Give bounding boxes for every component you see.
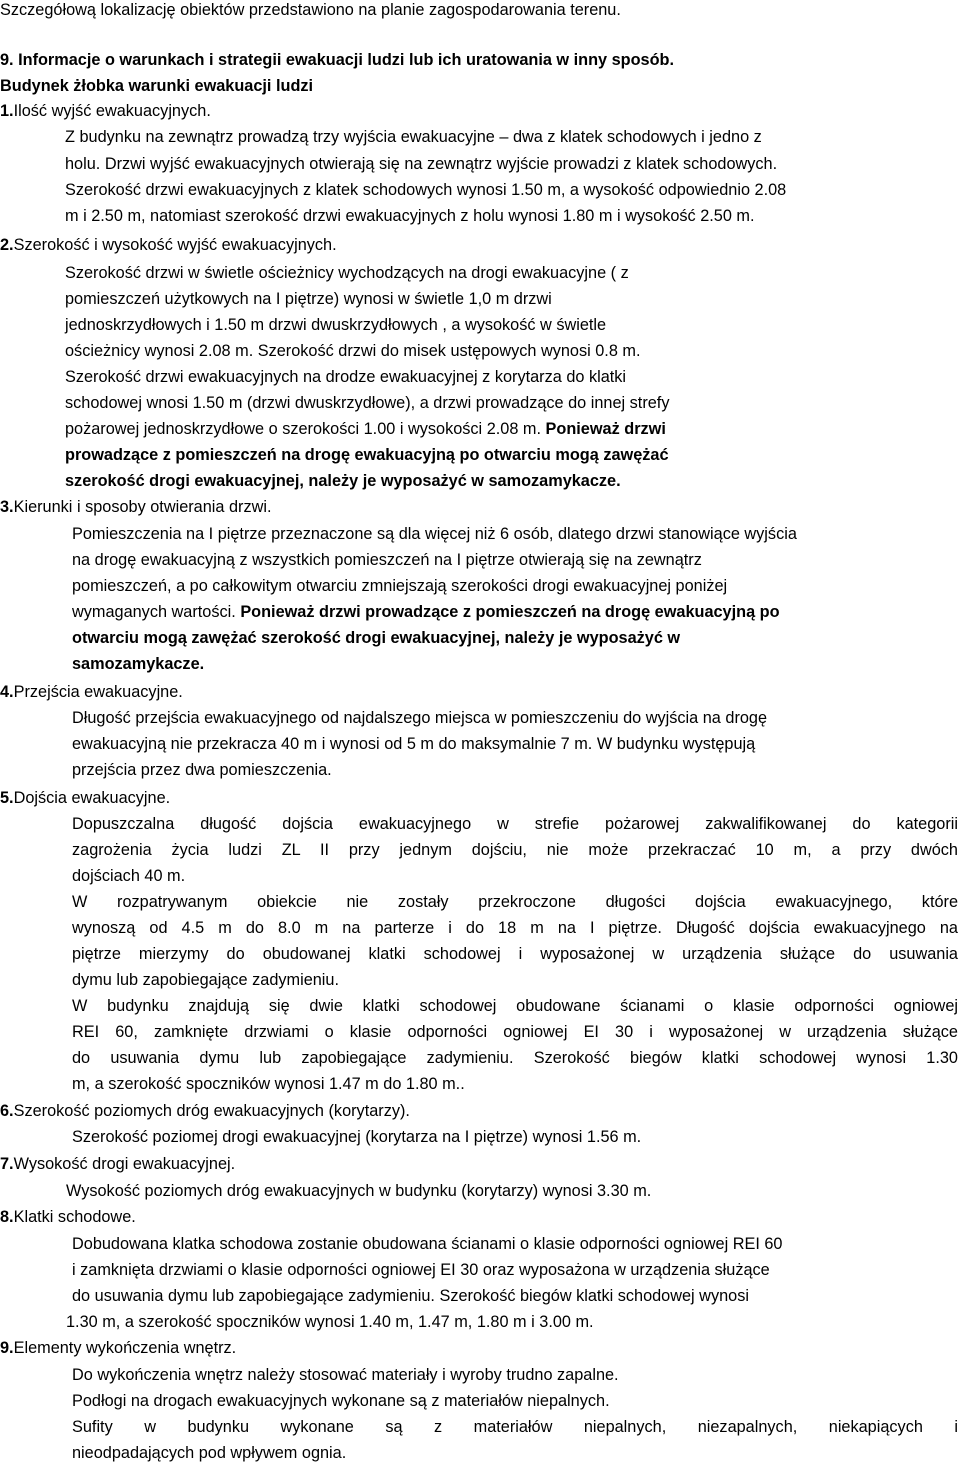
paragraph-line: Podłogi na drogach ewakuacyjnych wykonane są z materiałów niepalnych. — [72, 1392, 610, 1410]
paragraph-line: dymu lub zapobiegające zadymieniu. — [72, 971, 339, 989]
item-title: Przejścia ewakuacyjne. — [13, 683, 183, 701]
paragraph-line: piętrze mierzymy do obudowanej klatki schodowej i wyposażonej w urządzenia służące do usuwania — [72, 945, 958, 963]
paragraph-line: na drogę ewakuacyjną z wszystkich pomieszczeń na I piętrze otwierają się na zewnątrz — [72, 551, 702, 569]
paragraph-line: Szerokość drzwi ewakuacyjnych na drodze ewakuacyjnej z korytarza do klatki — [65, 368, 627, 386]
paragraph-line: ościeżnicy wynosi 2.08 m. Szerokość drzwi do misek ustępowych wynosi 0.8 m. — [65, 342, 641, 360]
paragraph-line: Długość przejścia ewakuacyjnego od najdalszego miejsca w pomieszczeniu do wyjścia na drogę — [72, 709, 768, 727]
paragraph-line: zagrożenia życia ludzi ZL II przy jednym dojściu, nie może przekraczać 10 m, a przy dwóch — [72, 841, 958, 859]
item-heading-3 — [0, 497, 272, 517]
item-number: 6. — [0, 1102, 14, 1120]
paragraph-line — [72, 602, 780, 622]
paragraph-line: Sufity w budynku wykonane są z materiałów niepalnych, niezapalnych, niekapiących i — [72, 1418, 958, 1436]
paragraph-line: Wysokość poziomych dróg ewakuacyjnych w budynku (korytarzy) wynosi 3.30 m. — [66, 1182, 652, 1200]
paragraph-line: Szerokość drzwi w świetle ościeżnicy wychodzących na drogi ewakuacyjne ( z — [65, 264, 629, 282]
paragraph-line: W rozpatrywanym obiekcie nie zostały przekroczone długości dojścia ewakuacyjnego, które — [72, 893, 958, 911]
item-heading-6 — [0, 1101, 410, 1121]
item-heading-5 — [0, 788, 170, 808]
item-number: 5. — [0, 789, 14, 807]
item-number: 9. — [0, 1339, 14, 1357]
paragraph-line: ewakuacyjną nie przekracza 40 m i wynosi od 5 m do maksymalnie 7 m. W budynku występują — [72, 735, 756, 753]
bold-text: Ponieważ drzwi — [545, 420, 666, 438]
item-heading-4 — [0, 682, 183, 702]
paragraph-line: Pomieszczenia na I piętrze przeznaczone są dla więcej niż 6 osób, dlatego drzwi stanowiące wyjścia — [72, 525, 797, 543]
item-title: Dojścia ewakuacyjne. — [13, 789, 171, 807]
item-title: Klatki schodowe. — [13, 1208, 136, 1226]
paragraph-line — [65, 419, 666, 439]
paragraph-line: pomieszczeń, a po całkowitym otwarciu zmniejszają szerokości drogi ewakuacyjnej poniżej — [72, 577, 728, 595]
item-number: 8. — [0, 1208, 14, 1226]
plain-text: pożarowej jednoskrzydłowe o szerokości 1.00 i wysokości 2.08 m. — [65, 420, 541, 438]
paragraph-line: do usuwania dymu lub zapobiegające zadymieniu. Szerokość biegów klatki schodowej wynosi 1.30 — [72, 1049, 958, 1067]
bold-line: otwarciu mogą zawężać szerokość drogi ewakuacyjnej, należy je wyposażyć w — [72, 629, 681, 647]
item-number: 1. — [0, 102, 14, 120]
bold-line: prowadzące z pomieszczeń na drogę ewakuacyjną po otwarciu mogą zawężać — [65, 446, 669, 464]
bold-line: szerokość drogi ewakuacyjnej, należy je wyposażyć w samozamykacze. — [65, 472, 621, 490]
paragraph-line: i zamknięta drzwiami o klasie odporności ogniowej EI 30 oraz wyposażona w urządzenia służące — [72, 1261, 770, 1279]
paragraph-line: wynoszą od 4.5 m do 8.0 m na parterze i do 18 m na I piętrze. Długość dojścia ewakuacyjnego na — [72, 919, 958, 937]
item-title: Szerokość i wysokość wyjść ewakuacyjnych. — [13, 236, 337, 254]
paragraph-line: jednoskrzydłowych i 1.50 m drzwi dwuskrzydłowych , a wysokość w świetle — [65, 316, 607, 334]
paragraph-line: REI 60, zamknięte drzwiami o klasie odporności ogniowej EI 30 i wyposażonej w urządzenia służące — [72, 1023, 958, 1041]
item-title: Kierunki i sposoby otwierania drzwi. — [13, 498, 272, 516]
paragraph-line: Szerokość drzwi ewakuacyjnych z klatek schodowych wynosi 1.50 m, a wysokość odpowiednio 2.08 — [65, 181, 787, 199]
paragraph-line: m, a szerokość spoczników wynosi 1.47 m do 1.80 m.. — [72, 1075, 465, 1093]
paragraph-line: holu. Drzwi wyjść ewakuacyjnych otwierają się na zewnątrz wyjście prowadzi z klatek schodowych. — [65, 155, 778, 173]
item-title: Elementy wykończenia wnętrz. — [13, 1339, 237, 1357]
item-number: 4. — [0, 683, 14, 701]
item-heading-2 — [0, 235, 337, 255]
paragraph-line: Szerokość poziomej drogi ewakuacyjnej (korytarza na I piętrze) wynosi 1.56 m. — [72, 1128, 642, 1146]
item-heading-8 — [0, 1207, 136, 1227]
plain-text: wymaganych wartości. — [72, 603, 236, 621]
item-number: 2. — [0, 236, 14, 254]
paragraph-line: nieodpadających pod wpływem ognia. — [72, 1444, 347, 1462]
paragraph-line: m i 2.50 m, natomiast szerokość drzwi ewakuacyjnych z holu wynosi 1.80 m i wysokość 2.50 m. — [65, 207, 755, 225]
paragraph-line: przejścia przez dwa pomieszczenia. — [72, 761, 332, 779]
paragraph-line: dojściach 40 m. — [72, 867, 186, 885]
bold-text: Ponieważ drzwi prowadzące z pomieszczeń na drogę ewakuacyjną po — [240, 603, 780, 621]
bold-line: samozamykacze. — [72, 655, 205, 673]
section-subheading: Budynek żłobka warunki ewakuacji ludzi — [0, 77, 314, 95]
intro-line: Szczegółową lokalizację obiektów przedstawiono na planie zagospodarowania terenu. — [0, 1, 621, 19]
item-title: Szerokość poziomych dróg ewakuacyjnych (korytarzy). — [13, 1102, 410, 1120]
item-title: Wysokość drogi ewakuacyjnej. — [13, 1155, 236, 1173]
paragraph-line: 1.30 m, a szerokość spoczników wynosi 1.40 m, 1.47 m, 1.80 m i 3.00 m. — [66, 1313, 594, 1331]
item-heading-1 — [0, 101, 211, 121]
item-heading-9 — [0, 1338, 236, 1358]
paragraph-line: Z budynku na zewnątrz prowadzą trzy wyjścia ewakuacyjne – dwa z klatek schodowych i jedno z — [65, 128, 762, 146]
paragraph-line: Dopuszczalna długość dojścia ewakuacyjnego w strefie pożarowej zakwalifikowanej do kategorii — [72, 815, 958, 833]
item-number: 3. — [0, 498, 14, 516]
item-title: Ilość wyjść ewakuacyjnych. — [13, 102, 211, 120]
paragraph-line: Do wykończenia wnętrz należy stosować materiały i wyroby trudno zapalne. — [72, 1366, 619, 1384]
paragraph-line: schodowej wnosi 1.50 m (drzwi dwuskrzydłowe), a drzwi prowadzące do innej strefy — [65, 394, 670, 412]
paragraph-line: do usuwania dymu lub zapobiegające zadymieniu. Szerokość biegów klatki schodowej wynosi — [72, 1287, 749, 1305]
item-heading-7 — [0, 1154, 235, 1174]
paragraph-line: pomieszczeń użytkowych na I piętrze) wynosi w świetle 1,0 m drzwi — [65, 290, 552, 308]
section-heading: 9. Informacje o warunkach i strategii ewakuacji ludzi lub ich uratowania w inny sposób. — [0, 51, 675, 69]
paragraph-line: Dobudowana klatka schodowa zostanie obudowana ścianami o klasie odporności ogniowej REI 60 — [72, 1235, 783, 1253]
item-number: 7. — [0, 1155, 14, 1173]
paragraph-line: W budynku znajdują się dwie klatki schodowej obudowane ścianami o klasie odporności ogniowej — [72, 997, 958, 1015]
